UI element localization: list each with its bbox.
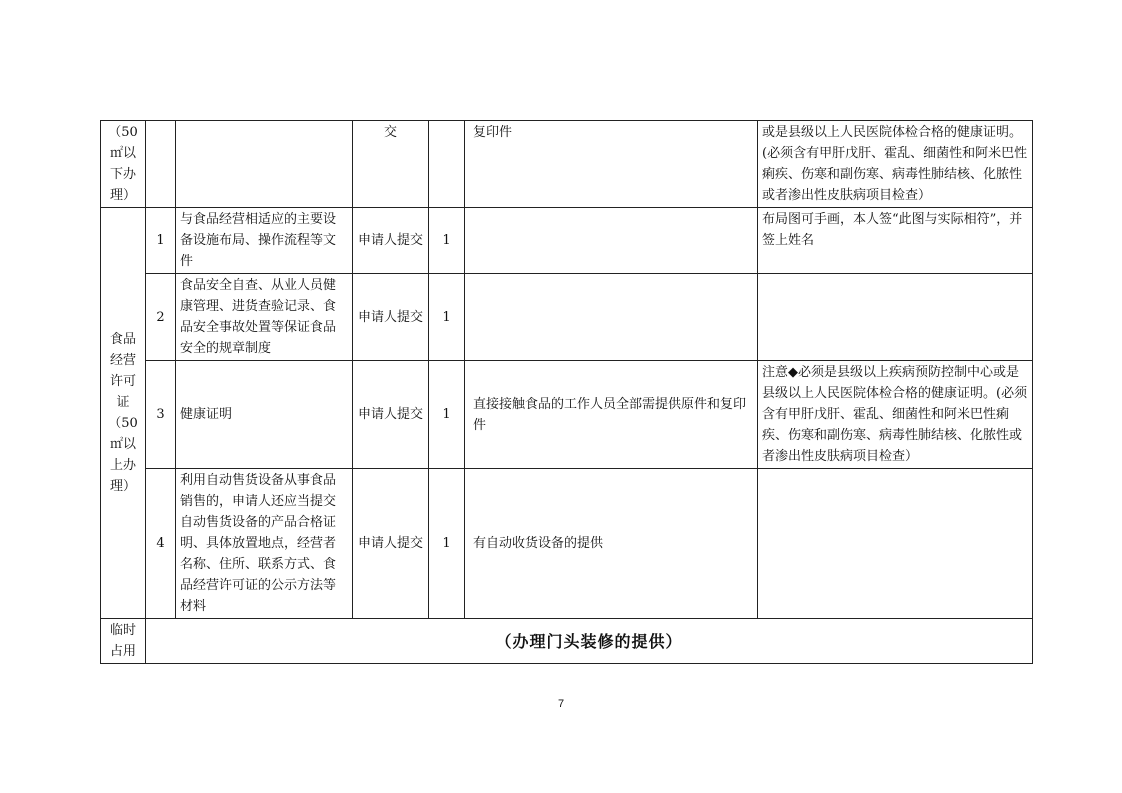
material-cell: 食品安全自查、从业人员健康管理、进货查验记录、食品安全事故处置等保证食品安全的规章制度	[176, 274, 353, 361]
remarks-cell	[758, 469, 1033, 619]
submit-cell: 申请人提交	[353, 208, 429, 274]
note-cell: 复印件	[465, 121, 758, 208]
table-row	[101, 361, 1033, 469]
count-cell: 1	[429, 208, 465, 274]
remarks-cell: 或是县级以上人民医院体检合格的健康证明。(必须含有甲肝戊肝、霍乱、细菌性和阿米巴性痢疾、伤寒和副伤寒、病毒性肺结核、化脓性或者渗出性皮肤病项目检查）	[758, 121, 1033, 208]
note-cell: 有自动收货设备的提供	[465, 469, 758, 619]
material-cell: 与食品经营相适应的主要设备设施布局、操作流程等文件	[176, 208, 353, 274]
submit-cell: 申请人提交	[353, 361, 429, 469]
category-cell-small-shop: （50 ㎡以下办理）	[101, 121, 146, 208]
table-row-continuation	[101, 121, 1033, 208]
material-cell	[176, 121, 353, 208]
requirements-table	[100, 120, 1033, 664]
num-cell: 3	[146, 361, 176, 469]
category-cell-large-shop: 食品经营许可证（50 ㎡以上办理）	[101, 208, 146, 619]
table-row	[101, 274, 1033, 361]
remarks-cell: 布局图可手画，本人签“此图与实际相符”，并签上姓名	[758, 208, 1033, 274]
num-cell	[146, 121, 176, 208]
submit-cell: 交	[353, 121, 429, 208]
count-cell: 1	[429, 274, 465, 361]
count-cell	[429, 121, 465, 208]
table-row	[101, 469, 1033, 619]
count-cell: 1	[429, 361, 465, 469]
num-cell: 1	[146, 208, 176, 274]
count-cell: 1	[429, 469, 465, 619]
num-cell: 2	[146, 274, 176, 361]
section-title: （办理门头装修的提供）	[146, 619, 1033, 664]
num-cell: 4	[146, 469, 176, 619]
remarks-cell	[758, 274, 1033, 361]
submit-cell: 申请人提交	[353, 274, 429, 361]
material-cell: 健康证明	[176, 361, 353, 469]
category-cell-temporary: 临时占用	[101, 619, 146, 664]
note-cell: 直接接触食品的工作人员全部需提供原件和复印件	[465, 361, 758, 469]
table-row-temporary-occupation	[101, 619, 1033, 664]
note-cell	[465, 274, 758, 361]
remarks-cell: 注意◆必须是县级以上疾病预防控制中心或是县级以上人民医院体检合格的健康证明。(必须含有甲肝戊肝、霍乱、细菌性和阿米巴性痢疾、伤寒和副伤寒、病毒性肺结核、化脓性或者渗出性皮肤病项目检查）	[758, 361, 1033, 469]
note-cell	[465, 208, 758, 274]
table-row	[101, 208, 1033, 274]
page-number: 7	[557, 698, 565, 710]
material-cell: 利用自动售货设备从事食品销售的，申请人还应当提交自动售货设备的产品合格证明、具体放置地点，经营者名称、住所、联系方式、食品经营许可证的公示方法等材料	[176, 469, 353, 619]
submit-cell: 申请人提交	[353, 469, 429, 619]
